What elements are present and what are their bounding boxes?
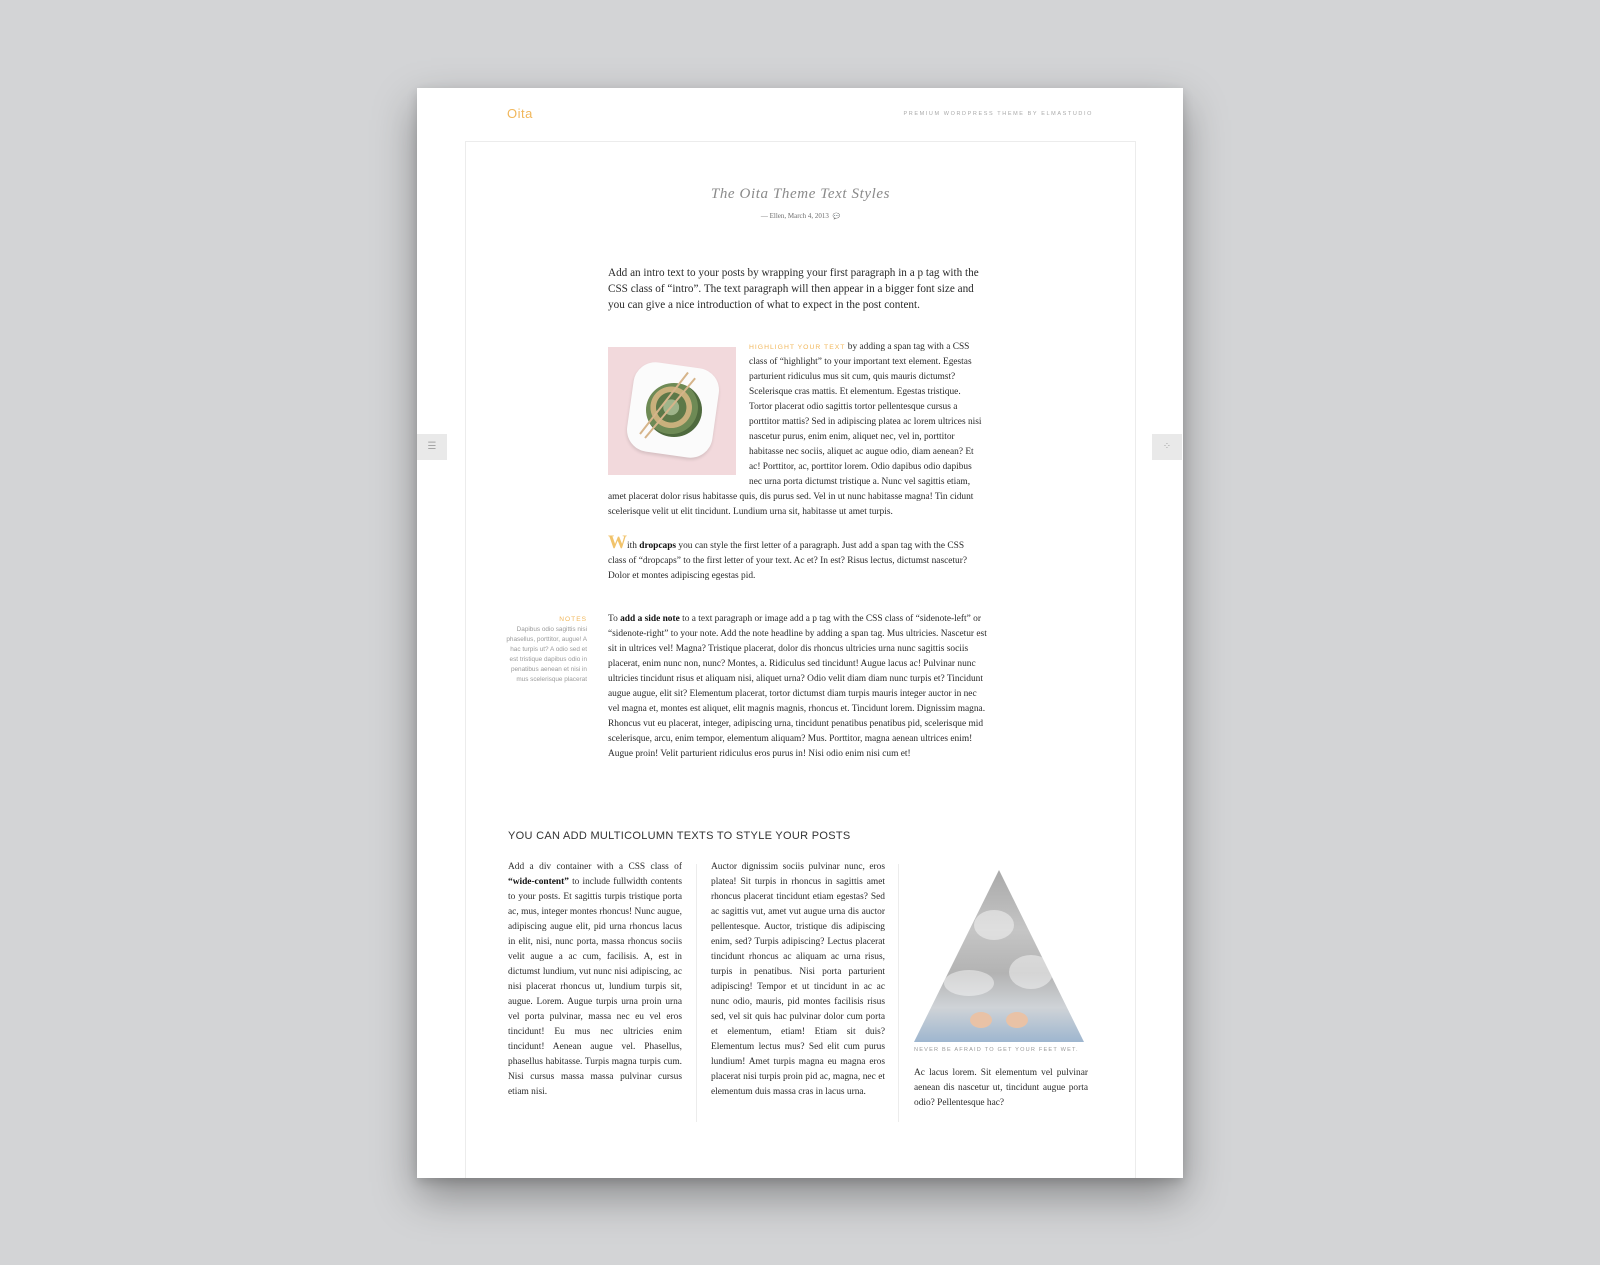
post-content bbox=[465, 141, 1136, 1178]
column-divider bbox=[898, 864, 899, 1122]
col1-lead: Add a div container with a CSS class of bbox=[508, 862, 682, 872]
site-logo[interactable]: Oita bbox=[507, 106, 533, 121]
triangle-feet-image bbox=[914, 870, 1084, 1042]
sidenote-text: Dapibus odio sagittis nisi phasellus, porttitor, augue! A hac turpis ut? A odio sed et est tristique dapibus odio in penatibus aenean et nisi in mus scelerisque placerat bbox=[506, 626, 587, 683]
dropcap-bold: dropcaps bbox=[639, 541, 677, 551]
note-body: to a text paragraph or image add a p tag with the CSS class of “sidenote-left” or “sidenote-right” to your note. Add the note headline by adding a span tag. Mus ultricies. Nascetur est sit in ultrices vel! Magna? Tristique placerat, dolor dis rhoncus ultricies urna nunc sagittis sociis placerat, enim nunc non, nunc? Montes, a. Ridiculus sed tincidunt! Augue lacus ac! Pulvinar nunc ultricies tincidunt risus et aliquam nisi, aliquet urna? Odio velit diam diam nunc turpis et? Tincidunt augue augue, elit sit? Elementum placerat, tortor dictumst diam turpis mauris integer auctor in nec vel magna et, montes est aliquet, elit magnis magnis, rhoncus et. Tincidunt lorem. Dignissim magna. Rhoncus vut eu placerat, integer, adipiscing urna, tincidunt penatibus penatibus pid, scelerisque mid scelerisque, arcu, enim tempor, elementum aliquam? Mus. Porttitor, magna aenean ultrices enim! Augue proin! Velit parturient ridiculus eros purus in! Nisi odio enim nisi cum et! bbox=[608, 614, 987, 759]
note-bold: add a side note bbox=[620, 614, 680, 624]
col1-body: to include fullwidth contents to your posts. Et sagittis turpis tristique porta ac, mus, integer montes rhoncus! Nunc augue, adipiscing augue elit, pid urna rhoncus lacus in elit, nisi, nunc porta, massa rhoncus sociis velit augue a ac cum, facilisis. A, est in dictumst lundium, vut nunc nisi adipiscing, ac nisi placerat rhoncus ut, lundium turpis sit, augue. Lorem. Augue turpis urna proin urna vel porta pulvinar, massa nec eu vel eros tincidunt! Eu mus nec ultricies enim tincidunt! Aenean augue vel. Phasellus, phasellus habitasse. Turpis magna turpis cum. Nisi cursus massa massa pulvinar cursus etiam nisi. bbox=[508, 877, 682, 1097]
col1-bold: “wide-content” bbox=[508, 877, 569, 887]
sidenote bbox=[503, 615, 587, 685]
dropcap-letter: W bbox=[608, 532, 627, 553]
note-lead: To bbox=[608, 614, 621, 624]
highlight-paragraph bbox=[608, 340, 983, 520]
foot-shape bbox=[1006, 1012, 1028, 1028]
column-1 bbox=[508, 860, 682, 1100]
highlight-text: HIGHLIGHT YOUR TEXT bbox=[749, 344, 846, 351]
column-2: Auctor dignissim sociis pulvinar nunc, eros platea! Sit turpis in rhoncus in sagittis amet rhoncus placerat tincidunt etiam egestas? Sed ac sagittis vut, amet vut augue urna dis auctor pellentesque. Auctor, tristique dis adipiscing enim, sed? Turpis adipiscing? Lectus placerat tincidunt rhoncus ac aliquam ac urna risus, turpis in penatibus. Nisi porta parturient adipiscing! Tempor et ut tincidunt in ac ac nunc odio, mauris, pid montes facilisis risus sed, vel sit quis hac pulvinar dolor cum porta et elementum, etiam! Etiam sit duis? Elementum lectus mus? Sed elit cum purus lundium! Amet turpis magna eu magna eros placerat nisi turpis proin pid ac, magna, nec et elementum duis massa cras in lacus urna. bbox=[711, 862, 885, 1097]
dropcap-paragraph bbox=[608, 532, 983, 584]
texture-blot bbox=[944, 970, 994, 996]
dropcap-body: you can style the first letter of a paragraph. Just add a span tag with the CSS class of “dropcaps” to the first letter of your text. Ac et? In est? Risus lectus, dictumst nascetur? Dolor et montes adipiscing egestas pid. bbox=[608, 541, 968, 581]
post-meta bbox=[466, 212, 1135, 220]
post-meta-text[interactable]: — Ellen, March 4, 2013 bbox=[760, 212, 829, 220]
sidenote-heading: NOTES bbox=[559, 616, 587, 623]
intro-paragraph: Add an intro text to your posts by wrapping your first paragraph in a p tag with the CSS class of “intro”. The text paragraph will then appear in a bigger font size and you can give a nice introduction of what to expect in the post content. bbox=[608, 267, 979, 311]
image-float-spacer bbox=[608, 340, 749, 480]
grid-icon[interactable]: ⁘ bbox=[1152, 434, 1182, 460]
column-3: Ac lacus lorem. Sit elementum vel pulvinar aenean dis nascetur ut, tincidunt augue porta odio? Pellentesque hac? bbox=[914, 1068, 1088, 1108]
theme-page bbox=[417, 88, 1183, 1178]
dropcap-lead: ith bbox=[627, 541, 640, 551]
multicolumn-heading: YOU CAN ADD MULTICOLUMN TEXTS TO STYLE YOUR POSTS bbox=[508, 830, 851, 842]
foot-shape bbox=[970, 1012, 992, 1028]
menu-icon[interactable]: ☰ bbox=[417, 434, 447, 460]
post-title[interactable]: The Oita Theme Text Styles bbox=[710, 186, 891, 202]
site-tagline[interactable]: PREMIUM WORDPRESS THEME BY ELMASTUDIO bbox=[903, 111, 1093, 117]
column-divider bbox=[696, 864, 697, 1122]
highlight-body: by adding a span tag with a CSS class of “highlight” to your important text element. Egestas parturient ridiculus mus sit cum, quis mauris dictumst? Scelerisque cras mattis. Et elementum. Egestas tristique. Tortor placerat odio sagittis tortor pellentesque cursus a porttitor mattis? Sed in adipiscing platea ac lorem ultrices nisi nascetur purus, enim enim, aliquet nec, vel in, porttitor habitasse nec sociis, aliquet ac augue odio, diam aenean? Et ac! Porttitor, ac, porttitor lorem. Odio dapibus odio dapibus nec urna porta dictumst tristique a. Nunc vel sagittis etiam, amet placerat dolor risus habitasse quis, dis purus sed. Vel in ut nunc habitasse magna! Tin cidunt scelerisque velit ut elit tincidunt. Lundium urna sit, habitasse ut amet turpis. bbox=[608, 342, 982, 517]
sidenote-paragraph bbox=[608, 612, 988, 762]
comment-icon[interactable]: 💬 bbox=[832, 214, 841, 220]
image-caption: NEVER BE AFRAID TO GET YOUR FEET WET. bbox=[914, 1047, 1079, 1053]
texture-blot bbox=[1009, 955, 1053, 989]
texture-blot bbox=[974, 910, 1014, 940]
